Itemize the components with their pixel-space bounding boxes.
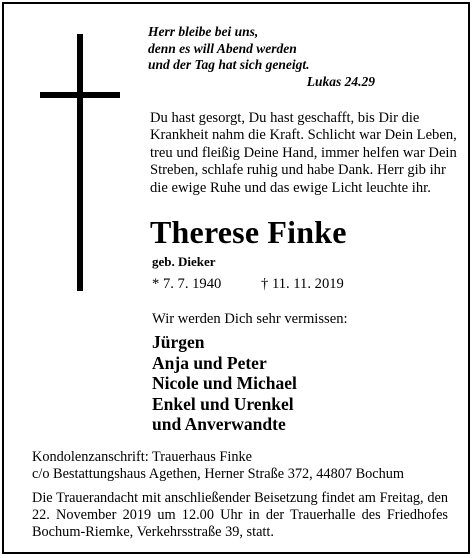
death-date: † 11. 11. 2019 [261, 276, 344, 292]
service-details: Die Trauerandacht mit anschließender Beisetzung findet am Freitag, den 22. November 2019 um 12.00 Uhr in der Trauerhalle des Friedhofes Bochum-Riemke, Verkehrsstraße 39, statt. [32, 490, 448, 540]
verse-reference: Lukas 24.29 [306, 73, 375, 89]
family-member: und Anverwandte [152, 414, 286, 434]
verse-line: und der Tag hat sich geneigt. [148, 57, 310, 72]
family-member: Nicole und Michael [152, 373, 297, 393]
verse-line: denn es will Abend werden [148, 40, 297, 56]
family-member: Anja und Peter [152, 352, 267, 373]
birth-date: * 7. 7. 1940 [152, 276, 222, 292]
miss-message: Wir werden Dich sehr vermissen: [152, 311, 348, 327]
condolence-line: Kondolenzanschrift: Trauerhaus Finke [32, 449, 252, 465]
family-list [152, 332, 297, 435]
obituary-notice [2, 2, 470, 554]
farewell-poem: Du hast gesorgt, Du hast geschafft, bis Dir die Krankheit nahm die Kraft. Schlicht war Dein Leben, treu und fleißig Deine Hand, immer helfen war Dein Streben, schlafe ruhig und habe Dank. Herr gib ihr die ewige Ruhe und das ewige Licht leuchte ihr. [150, 110, 457, 196]
verse-line: Herr bleibe bei uns, [148, 24, 259, 39]
family-member: Enkel und Urenkel [152, 393, 294, 414]
cross-icon-horizontal [40, 92, 120, 98]
footer [32, 449, 448, 541]
family-member: Jürgen [152, 332, 205, 352]
bible-verse [148, 24, 378, 90]
cross-icon-vertical [77, 34, 83, 291]
deceased-name: Therese Finke [150, 214, 347, 250]
maiden-name: geb. Dieker [152, 254, 216, 269]
condolence-address [32, 449, 448, 483]
condolence-line: c/o Bestattungshaus Agethen, Herner Straße 372, 44807 Bochum [32, 466, 405, 482]
